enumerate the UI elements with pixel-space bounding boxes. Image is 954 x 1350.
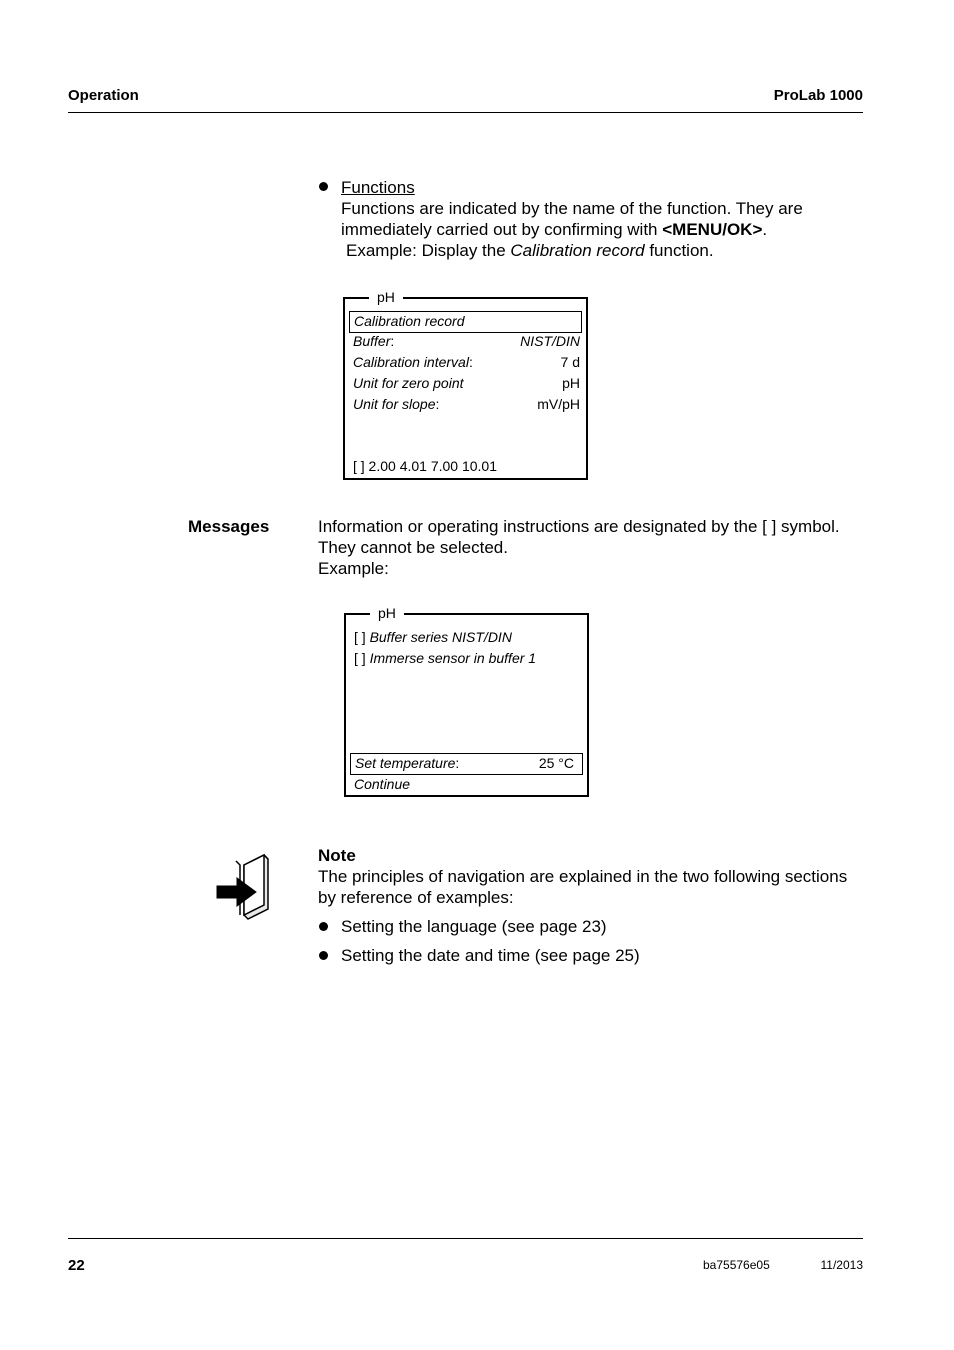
bullet-icon [319,182,328,191]
display1-selected-label: Calibration record [354,313,465,329]
message-text [354,648,536,669]
messages-label: Messages [188,517,270,536]
functions-line1: Functions are indicated by the name of the function. They are [341,199,803,218]
display1-selected-row[interactable] [349,311,582,333]
display1-row-buffer[interactable] [349,331,582,352]
bullet-icon [319,922,328,931]
functions-line3-end: function. [644,241,714,260]
note-bullet-date-time[interactable]: Setting the date and time (see page 25) [341,946,640,965]
functions-heading: Functions [341,178,415,197]
message-italic: Immerse sensor in buffer 1 [369,650,537,666]
note-line1: The principles of navigation are explained in the two following sections [318,867,848,886]
message-symbol: [ ] [354,650,370,666]
row-value: mV/pH [537,396,580,412]
display1-title: pH [369,288,403,306]
row-label [353,394,439,415]
display1-row-zero-point[interactable] [349,373,582,394]
continue-label: Continue [354,776,411,792]
messages-line2: They cannot be selected. [318,538,508,557]
note-bullet-language[interactable]: Setting the language (see page 23) [341,917,607,936]
row-colon: : [435,396,440,412]
header-rule [68,112,863,113]
book-arrow-icon [214,851,274,921]
display2-continue[interactable] [350,774,583,795]
row-colon: : [455,755,460,771]
functions-line3 [341,240,861,261]
footer-page-number: 22 [68,1257,85,1274]
display1-row-slope[interactable] [349,394,582,415]
bullet-icon [319,951,328,960]
display2-title: pH [370,604,404,622]
row-label [353,373,464,394]
header-product: ProLab 1000 [773,87,863,104]
row-label [353,331,394,352]
display1-row-interval[interactable] [349,352,582,373]
note-line2: by reference of examples: [318,888,514,907]
note-block [318,845,863,908]
footer-rule [68,1238,863,1239]
message-symbol: [ ] [354,629,370,645]
row-label-text: Buffer [353,333,391,349]
footer-date: 11/2013 [820,1258,863,1272]
functions-line2-end: . [762,220,768,239]
display-messages-example [344,605,589,797]
calibration-record-ref: Calibration record [510,241,645,260]
row-colon: : [468,354,473,370]
row-label-text: Unit for zero point [353,375,464,391]
row-value: NIST/DIN [520,333,580,349]
message-italic: Buffer series NIST/DIN [369,629,512,645]
display1-info [349,456,582,477]
display2-selected-row[interactable] [350,753,583,775]
messages-line1: Information or operating instructions are designated by the [ ] symbol. [318,517,840,536]
functions-line2-text: immediately carried out by confirming with [341,220,663,239]
display-calibration-record [343,289,588,480]
row-value: 7 d [560,354,580,370]
row-label-text: Set temperature [355,755,456,771]
message-text [354,627,512,648]
row-label [353,352,473,373]
row-value: pH [562,375,580,391]
display1-info-text: [ ] 2.00 4.01 7.00 10.01 [353,458,498,474]
menu-ok-key: <MENU/OK> [662,220,763,239]
functions-block [341,177,861,261]
row-label-text: Unit for slope [353,396,436,412]
row-label [355,753,459,774]
functions-line2 [341,219,861,240]
footer-doc-id: ba75576e05 [703,1258,770,1272]
header-section: Operation [68,87,139,104]
row-colon: : [390,333,395,349]
messages-line3: Example: [318,559,389,578]
display2-message-1 [350,627,583,648]
note-title: Note [318,846,356,865]
row-value: 25 °C [538,755,574,771]
functions-line3-text: Example: Display the [346,241,511,260]
row-label-text: Calibration interval [353,354,469,370]
messages-block [318,516,863,579]
display2-message-2 [350,648,583,669]
